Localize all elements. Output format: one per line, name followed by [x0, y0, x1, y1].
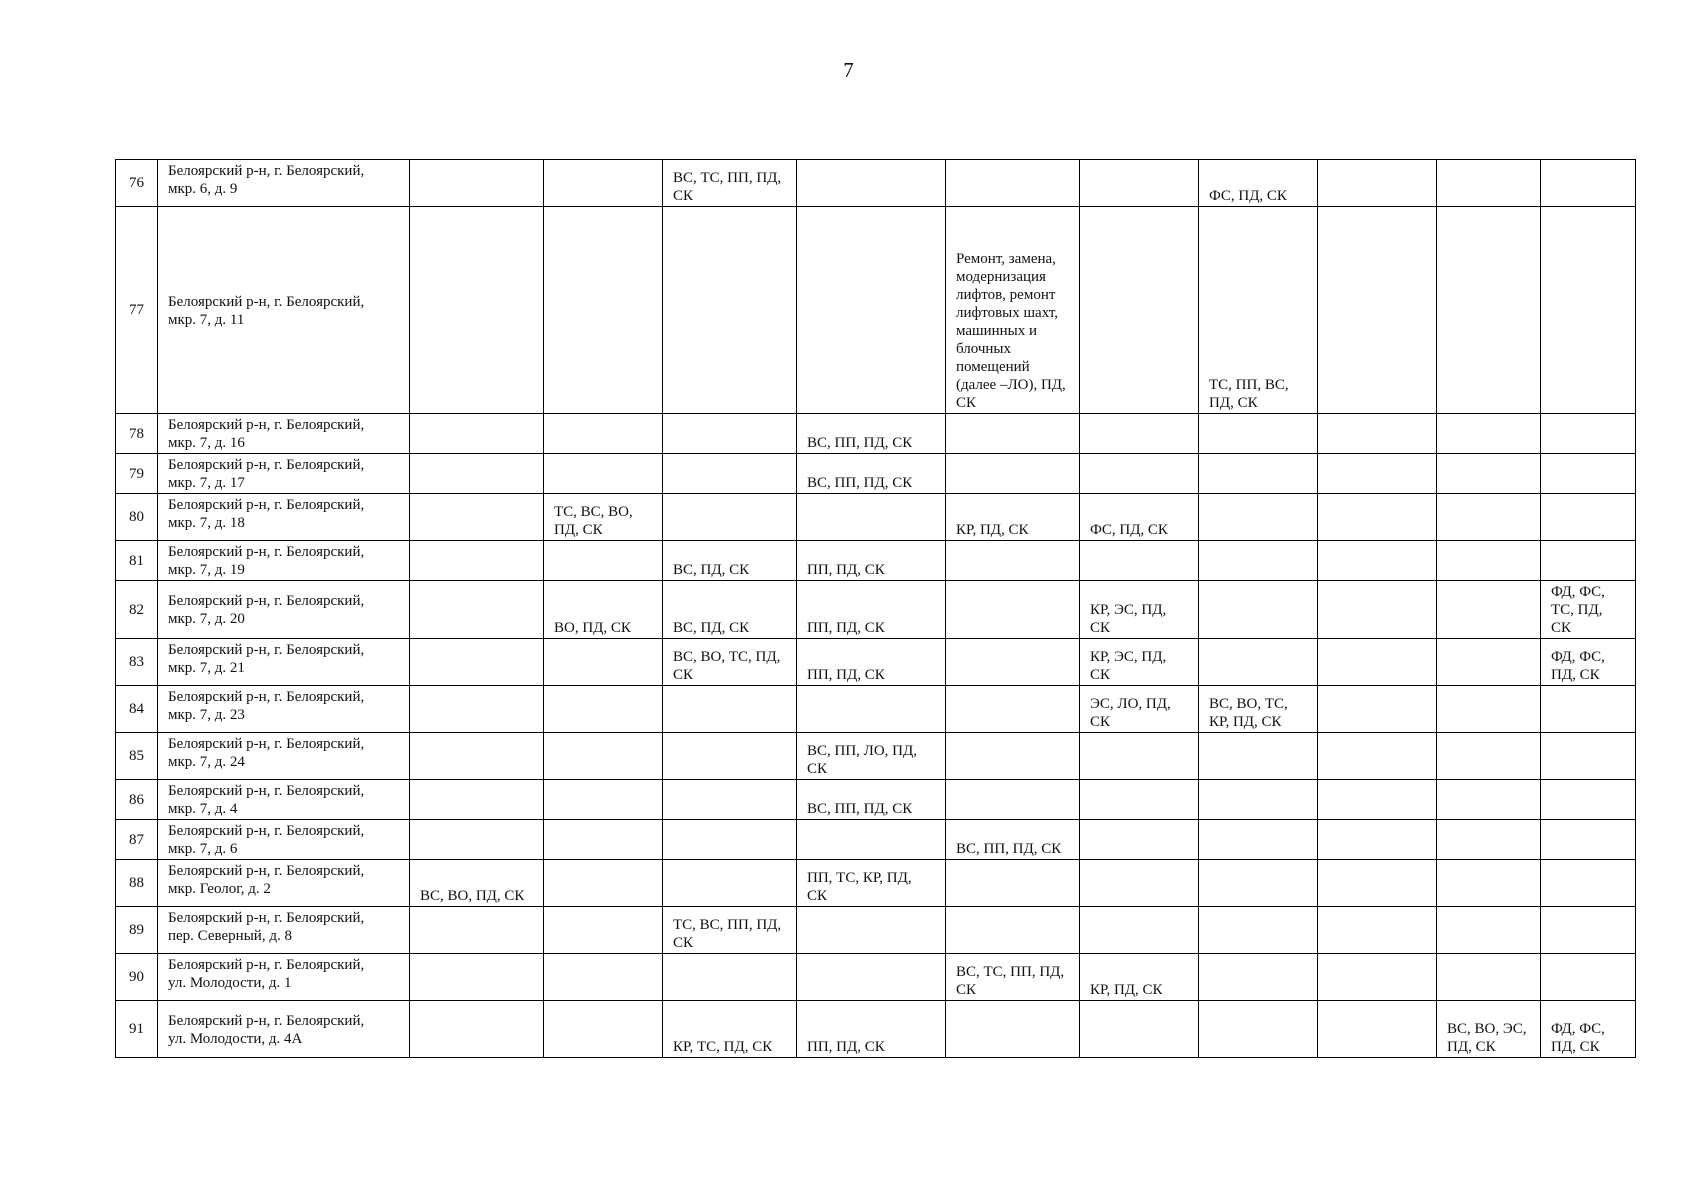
work-type-cell: ТС, ВС, ВО, ПД, СК: [544, 494, 663, 541]
work-type-cell: [1541, 860, 1636, 907]
work-type-cell: ФС, ПД, СК: [1080, 494, 1199, 541]
work-type-cell: ВС, ПП, ПД, СК: [797, 454, 946, 494]
work-type-cell: [1199, 494, 1318, 541]
address-line: Белоярский р-н, г. Белоярский,: [168, 823, 365, 839]
work-type-cell: [1437, 494, 1541, 541]
page-number: 7: [843, 58, 854, 82]
work-type-cell: [1318, 581, 1437, 639]
work-type-cell: ВС, ПП, ПД, СК: [797, 414, 946, 454]
address-line: мкр. 7, д. 20: [168, 611, 245, 627]
work-type-cell: КР, ПД, СК: [946, 494, 1080, 541]
work-type-cell: ВС, ТС, ПП, ПД, СК: [663, 160, 797, 207]
address-line: мкр. 7, д. 19: [168, 562, 245, 578]
row-number: 87: [116, 820, 158, 860]
address-line: Белоярский р-н, г. Белоярский,: [168, 863, 365, 879]
table-row: [116, 780, 1636, 820]
address-cell: [158, 581, 410, 639]
work-type-cell: [797, 494, 946, 541]
work-type-cell: [946, 160, 1080, 207]
table-row: [116, 581, 1636, 639]
work-type-cell: [544, 639, 663, 686]
work-type-cell: [1541, 733, 1636, 780]
work-type-cell: [1541, 160, 1636, 207]
address-line: Белоярский р-н, г. Белоярский,: [168, 642, 365, 658]
work-type-cell: [1541, 780, 1636, 820]
work-type-cell: [1318, 454, 1437, 494]
work-type-cell: ВС, ПП, ПД, СК: [946, 820, 1080, 860]
work-type-cell: [1437, 686, 1541, 733]
work-type-cell: [1318, 160, 1437, 207]
work-type-cell: [663, 686, 797, 733]
work-type-cell: [946, 733, 1080, 780]
work-type-cell: ВС, ВО, ТС, ПД, СК: [663, 639, 797, 686]
work-type-cell: [544, 907, 663, 954]
work-type-cell: [1080, 907, 1199, 954]
work-type-cell: [1437, 207, 1541, 414]
work-type-cell: [1199, 639, 1318, 686]
row-number: 88: [116, 860, 158, 907]
table-row: [116, 541, 1636, 581]
work-type-cell: [663, 954, 797, 1001]
work-type-cell: [663, 207, 797, 414]
work-type-cell: [1080, 454, 1199, 494]
table-row: [116, 954, 1636, 1001]
work-type-cell: [1318, 907, 1437, 954]
work-type-cell: [544, 1001, 663, 1058]
work-type-cell: ФД, ФС, ПД, СК: [1541, 639, 1636, 686]
work-type-cell: [1541, 820, 1636, 860]
work-type-cell: ПП, ПД, СК: [797, 1001, 946, 1058]
address-line: Белоярский р-н, г. Белоярский,: [168, 163, 365, 179]
work-type-cell: [1199, 733, 1318, 780]
work-type-cell: ВС, ВО, ЭС, ПД, СК: [1437, 1001, 1541, 1058]
work-type-cell: ФС, ПД, СК: [1199, 160, 1318, 207]
address-cell: [158, 820, 410, 860]
work-type-cell: [1318, 494, 1437, 541]
address-line: мкр. 7, д. 18: [168, 515, 245, 531]
row-number: 85: [116, 733, 158, 780]
work-type-cell: [1199, 414, 1318, 454]
work-type-cell: Ремонт, замена, модернизация лифтов, ремонт лифтовых шахт, машинных и блочных помещений (далее –ЛО), ПД, СК: [946, 207, 1080, 414]
work-type-cell: [544, 860, 663, 907]
work-type-cell: [1541, 907, 1636, 954]
work-type-cell: [1199, 541, 1318, 581]
work-type-cell: [410, 907, 544, 954]
work-type-cell: [410, 207, 544, 414]
address-line: Белоярский р-н, г. Белоярский,: [168, 689, 365, 705]
address-cell: [158, 541, 410, 581]
address-line: мкр. Геолог, д. 2: [168, 881, 271, 897]
work-type-cell: ТС, ПП, ВС, ПД, СК: [1199, 207, 1318, 414]
work-type-cell: [797, 160, 946, 207]
work-type-cell: ВС, ПД, СК: [663, 541, 797, 581]
work-type-cell: ФД, ФС, ТС, ПД, СК: [1541, 581, 1636, 639]
work-type-cell: [1541, 686, 1636, 733]
address-line: мкр. 7, д. 4: [168, 801, 238, 817]
work-type-cell: [1318, 780, 1437, 820]
work-type-cell: [663, 494, 797, 541]
work-type-cell: [1437, 780, 1541, 820]
address-line: Белоярский р-н, г. Белоярский,: [168, 457, 365, 473]
work-type-cell: [1199, 581, 1318, 639]
row-number: 76: [116, 160, 158, 207]
work-type-cell: ПП, ПД, СК: [797, 639, 946, 686]
address-cell: [158, 207, 410, 414]
work-type-cell: [946, 860, 1080, 907]
address-line: мкр. 7, д. 17: [168, 475, 245, 491]
work-type-cell: [544, 541, 663, 581]
address-cell: [158, 1001, 410, 1058]
work-type-cell: КР, ТС, ПД, СК: [663, 1001, 797, 1058]
work-type-cell: [663, 820, 797, 860]
table-row: [116, 820, 1636, 860]
address-cell: [158, 733, 410, 780]
work-type-cell: [410, 733, 544, 780]
address-line: Белоярский р-н, г. Белоярский,: [168, 293, 365, 310]
work-type-cell: [544, 954, 663, 1001]
address-line: мкр. 7, д. 16: [168, 435, 245, 451]
work-type-cell: [1318, 686, 1437, 733]
work-type-cell: [1541, 454, 1636, 494]
address-line: Белоярский р-н, г. Белоярский,: [168, 544, 365, 560]
address-line: мкр. 7, д. 6: [168, 841, 238, 857]
table-body: [116, 160, 1636, 1058]
address-line: мкр. 7, д. 24: [168, 754, 245, 770]
work-type-cell: [663, 454, 797, 494]
table-row: [116, 907, 1636, 954]
work-type-cell: [797, 907, 946, 954]
table-row: [116, 686, 1636, 733]
work-type-cell: [663, 860, 797, 907]
work-type-cell: [946, 581, 1080, 639]
row-number: 78: [116, 414, 158, 454]
work-type-cell: [410, 581, 544, 639]
work-type-cell: [1080, 541, 1199, 581]
work-type-cell: [1541, 954, 1636, 1001]
address-line: ул. Молодости, д. 4А: [168, 1030, 303, 1047]
address-cell: [158, 954, 410, 1001]
work-type-cell: ФД, ФС, ПД, СК: [1541, 1001, 1636, 1058]
address-line: Белоярский р-н, г. Белоярский,: [168, 593, 365, 609]
work-type-cell: [946, 454, 1080, 494]
work-type-cell: [410, 686, 544, 733]
address-cell: [158, 780, 410, 820]
address-line: пер. Северный, д. 8: [168, 928, 292, 944]
address-cell: [158, 160, 410, 207]
work-type-cell: ВС, ВО, ПД, СК: [410, 860, 544, 907]
work-type-cell: [1318, 954, 1437, 1001]
work-type-cell: [1318, 541, 1437, 581]
work-type-cell: [1318, 1001, 1437, 1058]
address-line: Белоярский р-н, г. Белоярский,: [168, 1012, 365, 1029]
work-type-cell: [946, 907, 1080, 954]
work-type-cell: [1199, 1001, 1318, 1058]
work-type-cell: [410, 820, 544, 860]
address-line: мкр. 7, д. 21: [168, 660, 245, 676]
work-type-cell: [544, 820, 663, 860]
work-type-cell: ПП, ПД, СК: [797, 581, 946, 639]
work-type-cell: ВС, ВО, ТС, КР, ПД, СК: [1199, 686, 1318, 733]
address-line: Белоярский р-н, г. Белоярский,: [168, 736, 365, 752]
address-line: ул. Молодости, д. 1: [168, 975, 292, 991]
work-type-cell: [410, 780, 544, 820]
address-line: мкр. 6, д. 9: [168, 181, 238, 197]
work-type-cell: [1080, 820, 1199, 860]
address-cell: [158, 494, 410, 541]
work-type-cell: ВС, ПД, СК: [663, 581, 797, 639]
work-type-cell: [1199, 820, 1318, 860]
row-number: 90: [116, 954, 158, 1001]
work-type-cell: [544, 733, 663, 780]
work-type-cell: [410, 494, 544, 541]
work-type-cell: [544, 414, 663, 454]
work-type-cell: [544, 686, 663, 733]
work-type-cell: [1318, 820, 1437, 860]
work-type-cell: [1437, 907, 1541, 954]
work-type-cell: [1199, 454, 1318, 494]
address-line: Белоярский р-н, г. Белоярский,: [168, 910, 365, 926]
work-type-cell: [1080, 414, 1199, 454]
work-type-cell: [1199, 780, 1318, 820]
work-type-cell: [410, 160, 544, 207]
work-type-cell: ПП, ТС, КР, ПД, СК: [797, 860, 946, 907]
address-line: Белоярский р-н, г. Белоярский,: [168, 497, 365, 513]
work-type-cell: [1199, 907, 1318, 954]
work-type-cell: [1080, 733, 1199, 780]
work-type-cell: [410, 639, 544, 686]
work-type-cell: [946, 541, 1080, 581]
work-type-cell: ПП, ПД, СК: [797, 541, 946, 581]
work-type-cell: [1080, 860, 1199, 907]
row-number: 86: [116, 780, 158, 820]
address-cell: [158, 860, 410, 907]
work-type-cell: КР, ЭС, ПД, СК: [1080, 581, 1199, 639]
work-type-cell: [1437, 581, 1541, 639]
work-type-cell: [1437, 454, 1541, 494]
work-type-cell: [410, 454, 544, 494]
work-type-cell: КР, ЭС, ПД, СК: [1080, 639, 1199, 686]
address-cell: [158, 454, 410, 494]
table-row: [116, 160, 1636, 207]
work-type-cell: [1080, 207, 1199, 414]
row-number: 81: [116, 541, 158, 581]
table-row: [116, 414, 1636, 454]
work-type-cell: [1437, 414, 1541, 454]
work-type-cell: ВС, ПП, ЛО, ПД, СК: [797, 733, 946, 780]
work-type-cell: [544, 454, 663, 494]
work-type-cell: [1080, 1001, 1199, 1058]
work-type-cell: [1437, 954, 1541, 1001]
row-number: 79: [116, 454, 158, 494]
row-number: 89: [116, 907, 158, 954]
work-type-cell: [1437, 639, 1541, 686]
work-type-cell: [797, 686, 946, 733]
work-type-cell: [663, 733, 797, 780]
address-line: Белоярский р-н, г. Белоярский,: [168, 417, 365, 433]
address-cell: [158, 907, 410, 954]
address-line: Белоярский р-н, г. Белоярский,: [168, 783, 365, 799]
work-type-cell: [1541, 414, 1636, 454]
row-number: 91: [116, 1001, 158, 1058]
table-row: [116, 207, 1636, 414]
work-type-cell: [1437, 541, 1541, 581]
work-type-cell: [797, 954, 946, 1001]
work-type-cell: [1318, 860, 1437, 907]
work-type-cell: [1318, 639, 1437, 686]
work-type-cell: [946, 1001, 1080, 1058]
address-cell: [158, 414, 410, 454]
work-type-cell: [1318, 733, 1437, 780]
row-number: 84: [116, 686, 158, 733]
work-type-cell: ВО, ПД, СК: [544, 581, 663, 639]
work-type-cell: [1318, 414, 1437, 454]
work-type-cell: [946, 414, 1080, 454]
work-type-cell: [1199, 860, 1318, 907]
work-type-cell: [544, 207, 663, 414]
work-type-cell: [946, 639, 1080, 686]
work-type-cell: [1318, 207, 1437, 414]
work-type-cell: ЭС, ЛО, ПД, СК: [1080, 686, 1199, 733]
work-type-cell: [663, 414, 797, 454]
work-type-cell: [1199, 954, 1318, 1001]
row-number: 83: [116, 639, 158, 686]
address-line: мкр. 7, д. 11: [168, 311, 245, 328]
address-cell: [158, 639, 410, 686]
row-number: 77: [116, 207, 158, 414]
work-type-cell: [1541, 494, 1636, 541]
work-type-cell: [1437, 733, 1541, 780]
work-type-cell: ТС, ВС, ПП, ПД, СК: [663, 907, 797, 954]
work-type-cell: [410, 1001, 544, 1058]
table-row: [116, 733, 1636, 780]
work-type-cell: [946, 780, 1080, 820]
work-type-cell: ВС, ТС, ПП, ПД, СК: [946, 954, 1080, 1001]
work-type-cell: ВС, ПП, ПД, СК: [797, 780, 946, 820]
work-type-cell: [544, 780, 663, 820]
work-type-cell: [797, 207, 946, 414]
row-number: 82: [116, 581, 158, 639]
table-row: [116, 639, 1636, 686]
work-type-cell: КР, ПД, СК: [1080, 954, 1199, 1001]
work-type-cell: [1080, 780, 1199, 820]
work-type-cell: [410, 541, 544, 581]
work-type-cell: [1437, 860, 1541, 907]
work-type-cell: [663, 780, 797, 820]
work-type-cell: [410, 954, 544, 1001]
address-line: Белоярский р-н, г. Белоярский,: [168, 957, 365, 973]
row-number: 80: [116, 494, 158, 541]
repair-schedule-table: [115, 159, 1636, 1058]
table-row: [116, 1001, 1636, 1058]
address-line: мкр. 7, д. 23: [168, 707, 245, 723]
address-cell: [158, 686, 410, 733]
work-type-cell: [1437, 160, 1541, 207]
work-type-cell: [1541, 207, 1636, 414]
work-type-cell: [544, 160, 663, 207]
work-type-cell: [410, 414, 544, 454]
work-type-cell: [797, 820, 946, 860]
work-type-cell: [1437, 820, 1541, 860]
table-row: [116, 494, 1636, 541]
work-type-cell: [946, 686, 1080, 733]
work-type-cell: [1541, 541, 1636, 581]
table-row: [116, 454, 1636, 494]
work-type-cell: [1080, 160, 1199, 207]
table-row: [116, 860, 1636, 907]
